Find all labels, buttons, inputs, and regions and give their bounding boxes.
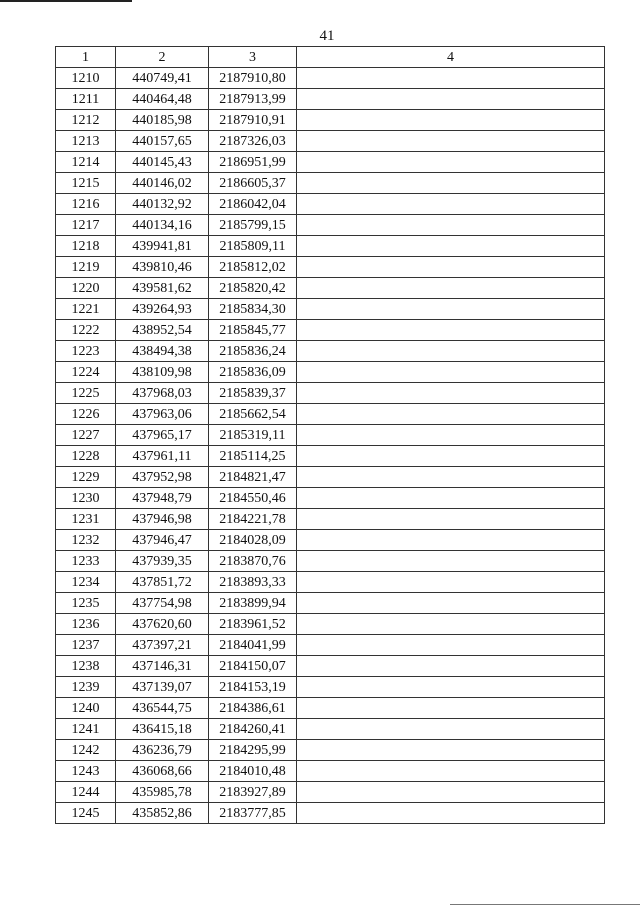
point-number-cell: 1221 bbox=[56, 299, 116, 320]
point-number-cell: 1239 bbox=[56, 677, 116, 698]
note-cell bbox=[297, 110, 605, 131]
x-coordinate-cell: 439581,62 bbox=[116, 278, 209, 299]
table-row bbox=[56, 698, 605, 719]
y-coordinate-cell: 2184550,46 bbox=[209, 488, 297, 509]
x-coordinate-cell: 440146,02 bbox=[116, 173, 209, 194]
note-cell bbox=[297, 698, 605, 719]
note-cell bbox=[297, 740, 605, 761]
x-coordinate-cell: 438952,54 bbox=[116, 320, 209, 341]
x-coordinate-cell: 436236,79 bbox=[116, 740, 209, 761]
point-number-cell: 1212 bbox=[56, 110, 116, 131]
table-row bbox=[56, 530, 605, 551]
note-cell bbox=[297, 635, 605, 656]
y-coordinate-cell: 2183870,76 bbox=[209, 551, 297, 572]
x-coordinate-cell: 437754,98 bbox=[116, 593, 209, 614]
y-coordinate-cell: 2184150,07 bbox=[209, 656, 297, 677]
table-row bbox=[56, 362, 605, 383]
y-coordinate-cell: 2184028,09 bbox=[209, 530, 297, 551]
table-row bbox=[56, 299, 605, 320]
note-cell bbox=[297, 131, 605, 152]
note-cell bbox=[297, 761, 605, 782]
table-row bbox=[56, 152, 605, 173]
table-row bbox=[56, 509, 605, 530]
note-cell bbox=[297, 425, 605, 446]
point-number-cell: 1225 bbox=[56, 383, 116, 404]
note-cell bbox=[297, 803, 605, 824]
x-coordinate-cell: 437948,79 bbox=[116, 488, 209, 509]
y-coordinate-cell: 2185845,77 bbox=[209, 320, 297, 341]
y-coordinate-cell: 2187913,99 bbox=[209, 89, 297, 110]
x-coordinate-cell: 440749,41 bbox=[116, 68, 209, 89]
x-coordinate-cell: 440157,65 bbox=[116, 131, 209, 152]
x-coordinate-cell: 440145,43 bbox=[116, 152, 209, 173]
column-header-3: 3 bbox=[209, 47, 297, 68]
x-coordinate-cell: 439810,46 bbox=[116, 257, 209, 278]
column-header-1: 1 bbox=[56, 47, 116, 68]
y-coordinate-cell: 2184010,48 bbox=[209, 761, 297, 782]
table-row bbox=[56, 761, 605, 782]
point-number-cell: 1222 bbox=[56, 320, 116, 341]
x-coordinate-cell: 438109,98 bbox=[116, 362, 209, 383]
note-cell bbox=[297, 782, 605, 803]
x-coordinate-cell: 437968,03 bbox=[116, 383, 209, 404]
x-coordinate-cell: 437851,72 bbox=[116, 572, 209, 593]
point-number-cell: 1223 bbox=[56, 341, 116, 362]
note-cell bbox=[297, 194, 605, 215]
point-number-cell: 1226 bbox=[56, 404, 116, 425]
table-header-row bbox=[56, 47, 605, 68]
y-coordinate-cell: 2183961,52 bbox=[209, 614, 297, 635]
page-number: 41 bbox=[319, 28, 335, 44]
table-row bbox=[56, 635, 605, 656]
x-coordinate-cell: 437963,06 bbox=[116, 404, 209, 425]
y-coordinate-cell: 2185834,30 bbox=[209, 299, 297, 320]
point-number-cell: 1227 bbox=[56, 425, 116, 446]
table-row bbox=[56, 110, 605, 131]
point-number-cell: 1241 bbox=[56, 719, 116, 740]
x-coordinate-cell: 435852,86 bbox=[116, 803, 209, 824]
point-number-cell: 1233 bbox=[56, 551, 116, 572]
y-coordinate-cell: 2183777,85 bbox=[209, 803, 297, 824]
x-coordinate-cell: 436415,18 bbox=[116, 719, 209, 740]
y-coordinate-cell: 2185836,24 bbox=[209, 341, 297, 362]
point-number-cell: 1237 bbox=[56, 635, 116, 656]
note-cell bbox=[297, 509, 605, 530]
point-number-cell: 1210 bbox=[56, 68, 116, 89]
table-row bbox=[56, 803, 605, 824]
x-coordinate-cell: 437397,21 bbox=[116, 635, 209, 656]
x-coordinate-cell: 437139,07 bbox=[116, 677, 209, 698]
y-coordinate-cell: 2186605,37 bbox=[209, 173, 297, 194]
note-cell bbox=[297, 278, 605, 299]
y-coordinate-cell: 2185319,11 bbox=[209, 425, 297, 446]
table-row bbox=[56, 425, 605, 446]
point-number-cell: 1218 bbox=[56, 236, 116, 257]
note-cell bbox=[297, 299, 605, 320]
y-coordinate-cell: 2185809,11 bbox=[209, 236, 297, 257]
x-coordinate-cell: 439941,81 bbox=[116, 236, 209, 257]
table-row bbox=[56, 194, 605, 215]
note-cell bbox=[297, 677, 605, 698]
table-row bbox=[56, 173, 605, 194]
note-cell bbox=[297, 89, 605, 110]
note-cell bbox=[297, 719, 605, 740]
point-number-cell: 1232 bbox=[56, 530, 116, 551]
y-coordinate-cell: 2184041,99 bbox=[209, 635, 297, 656]
y-coordinate-cell: 2185662,54 bbox=[209, 404, 297, 425]
x-coordinate-cell: 437952,98 bbox=[116, 467, 209, 488]
x-coordinate-cell: 438494,38 bbox=[116, 341, 209, 362]
point-number-cell: 1217 bbox=[56, 215, 116, 236]
table-row bbox=[56, 614, 605, 635]
y-coordinate-cell: 2186951,99 bbox=[209, 152, 297, 173]
note-cell bbox=[297, 257, 605, 278]
note-cell bbox=[297, 236, 605, 257]
y-coordinate-cell: 2184221,78 bbox=[209, 509, 297, 530]
note-cell bbox=[297, 215, 605, 236]
point-number-cell: 1240 bbox=[56, 698, 116, 719]
note-cell bbox=[297, 383, 605, 404]
note-cell bbox=[297, 530, 605, 551]
table-row bbox=[56, 236, 605, 257]
y-coordinate-cell: 2184260,41 bbox=[209, 719, 297, 740]
note-cell bbox=[297, 467, 605, 488]
point-number-cell: 1236 bbox=[56, 614, 116, 635]
table-row bbox=[56, 257, 605, 278]
point-number-cell: 1244 bbox=[56, 782, 116, 803]
point-number-cell: 1214 bbox=[56, 152, 116, 173]
note-cell bbox=[297, 362, 605, 383]
note-cell bbox=[297, 656, 605, 677]
note-cell bbox=[297, 551, 605, 572]
note-cell bbox=[297, 593, 605, 614]
note-cell bbox=[297, 404, 605, 425]
x-coordinate-cell: 436544,75 bbox=[116, 698, 209, 719]
y-coordinate-cell: 2184295,99 bbox=[209, 740, 297, 761]
table-header bbox=[56, 47, 605, 68]
x-coordinate-cell: 437620,60 bbox=[116, 614, 209, 635]
table-row bbox=[56, 551, 605, 572]
y-coordinate-cell: 2186042,04 bbox=[209, 194, 297, 215]
table-row bbox=[56, 68, 605, 89]
x-coordinate-cell: 437146,31 bbox=[116, 656, 209, 677]
y-coordinate-cell: 2184386,61 bbox=[209, 698, 297, 719]
point-number-cell: 1219 bbox=[56, 257, 116, 278]
y-coordinate-cell: 2185114,25 bbox=[209, 446, 297, 467]
table-row bbox=[56, 488, 605, 509]
table-row bbox=[56, 719, 605, 740]
table-row bbox=[56, 782, 605, 803]
y-coordinate-cell: 2183927,89 bbox=[209, 782, 297, 803]
note-cell bbox=[297, 572, 605, 593]
x-coordinate-cell: 440185,98 bbox=[116, 110, 209, 131]
table-row bbox=[56, 215, 605, 236]
note-cell bbox=[297, 68, 605, 89]
y-coordinate-cell: 2187910,80 bbox=[209, 68, 297, 89]
table-row bbox=[56, 383, 605, 404]
y-coordinate-cell: 2185820,42 bbox=[209, 278, 297, 299]
x-coordinate-cell: 440134,16 bbox=[116, 215, 209, 236]
x-coordinate-cell: 437939,35 bbox=[116, 551, 209, 572]
x-coordinate-cell: 437961,11 bbox=[116, 446, 209, 467]
x-coordinate-cell: 440464,48 bbox=[116, 89, 209, 110]
point-number-cell: 1215 bbox=[56, 173, 116, 194]
point-number-cell: 1230 bbox=[56, 488, 116, 509]
point-number-cell: 1213 bbox=[56, 131, 116, 152]
y-coordinate-cell: 2185836,09 bbox=[209, 362, 297, 383]
point-number-cell: 1220 bbox=[56, 278, 116, 299]
table-row bbox=[56, 656, 605, 677]
point-number-cell: 1228 bbox=[56, 446, 116, 467]
table-row bbox=[56, 677, 605, 698]
y-coordinate-cell: 2184153,19 bbox=[209, 677, 297, 698]
table-row bbox=[56, 341, 605, 362]
table-row bbox=[56, 446, 605, 467]
note-cell bbox=[297, 446, 605, 467]
point-number-cell: 1231 bbox=[56, 509, 116, 530]
y-coordinate-cell: 2187910,91 bbox=[209, 110, 297, 131]
table-row bbox=[56, 278, 605, 299]
table-body bbox=[56, 68, 605, 824]
y-coordinate-cell: 2184821,47 bbox=[209, 467, 297, 488]
table-row bbox=[56, 320, 605, 341]
point-number-cell: 1245 bbox=[56, 803, 116, 824]
point-number-cell: 1224 bbox=[56, 362, 116, 383]
column-header-4: 4 bbox=[297, 47, 605, 68]
y-coordinate-cell: 2187326,03 bbox=[209, 131, 297, 152]
y-coordinate-cell: 2185812,02 bbox=[209, 257, 297, 278]
table-row bbox=[56, 89, 605, 110]
y-coordinate-cell: 2185839,37 bbox=[209, 383, 297, 404]
note-cell bbox=[297, 173, 605, 194]
point-number-cell: 1229 bbox=[56, 467, 116, 488]
point-number-cell: 1238 bbox=[56, 656, 116, 677]
note-cell bbox=[297, 488, 605, 509]
x-coordinate-cell: 436068,66 bbox=[116, 761, 209, 782]
note-cell bbox=[297, 320, 605, 341]
y-coordinate-cell: 2185799,15 bbox=[209, 215, 297, 236]
point-number-cell: 1243 bbox=[56, 761, 116, 782]
point-number-cell: 1216 bbox=[56, 194, 116, 215]
table-row bbox=[56, 593, 605, 614]
point-number-cell: 1235 bbox=[56, 593, 116, 614]
point-number-cell: 1211 bbox=[56, 89, 116, 110]
y-coordinate-cell: 2183893,33 bbox=[209, 572, 297, 593]
x-coordinate-cell: 439264,93 bbox=[116, 299, 209, 320]
x-coordinate-cell: 437946,47 bbox=[116, 530, 209, 551]
top-rule-line bbox=[0, 0, 132, 2]
y-coordinate-cell: 2183899,94 bbox=[209, 593, 297, 614]
point-number-cell: 1234 bbox=[56, 572, 116, 593]
table-row bbox=[56, 740, 605, 761]
point-number-cell: 1242 bbox=[56, 740, 116, 761]
table-row bbox=[56, 572, 605, 593]
coordinate-table bbox=[55, 46, 605, 824]
x-coordinate-cell: 440132,92 bbox=[116, 194, 209, 215]
note-cell bbox=[297, 614, 605, 635]
table-row bbox=[56, 131, 605, 152]
note-cell bbox=[297, 152, 605, 173]
table-row bbox=[56, 467, 605, 488]
column-header-2: 2 bbox=[116, 47, 209, 68]
x-coordinate-cell: 437965,17 bbox=[116, 425, 209, 446]
x-coordinate-cell: 435985,78 bbox=[116, 782, 209, 803]
note-cell bbox=[297, 341, 605, 362]
table-row bbox=[56, 404, 605, 425]
x-coordinate-cell: 437946,98 bbox=[116, 509, 209, 530]
